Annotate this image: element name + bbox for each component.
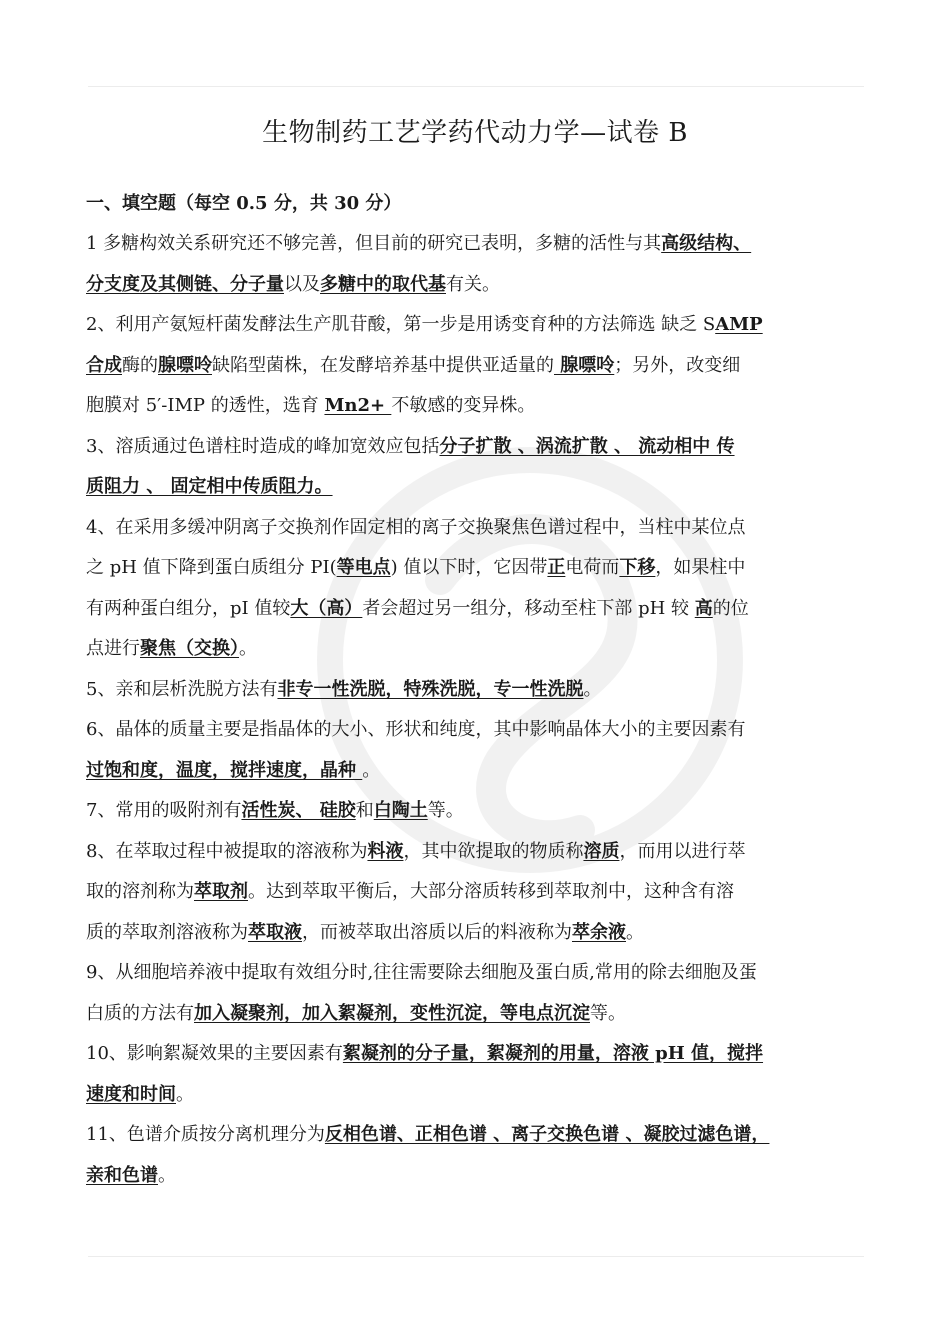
question-text: 白质的方法有: [86, 1002, 194, 1024]
question-text: ；另外，改变细: [614, 354, 741, 376]
question-text: 之 pH 值下降到蛋白质组分 PI(: [86, 557, 337, 578]
text-line: [86, 872, 866, 913]
question-text: 。达到萃取平衡后，大部分溶质转移到萃取剂中，这种含有溶: [248, 881, 734, 902]
answer-text: 非专一性洗脱，特殊洗脱，专一性洗脱: [277, 678, 584, 700]
text-line: [86, 265, 866, 306]
question-text: 的位: [712, 597, 749, 619]
question-text: 等。: [590, 1002, 626, 1024]
question-text: 以及: [284, 273, 320, 295]
question-text: 胞膜对 5′-IMP 的透性，选育: [86, 395, 325, 416]
text-line: [86, 751, 866, 792]
question-text: 。: [176, 1083, 194, 1105]
answer-text: 正: [547, 557, 566, 578]
question-text: 9、从细胞培养液中提取有效组分时,往往需要除去细胞及蛋白质,常用的除去细胞及蛋: [86, 962, 757, 983]
answer-text: 亲和色谱: [86, 1164, 158, 1186]
answer-text: 萃取液: [248, 921, 302, 943]
text-line: [86, 589, 866, 630]
header-rule: [88, 86, 864, 87]
question-text: 7、常用的吸附剂有: [86, 800, 242, 821]
question-text: 取的溶剂称为: [86, 881, 194, 902]
question-text: 。: [626, 921, 644, 943]
answer-text: 萃取剂: [194, 881, 248, 902]
question-text: ) 值以下时，它因带: [390, 557, 548, 578]
answer-text: 下移: [619, 557, 656, 578]
page-title: 生物制药工艺学药代动力学—试卷 B: [262, 118, 688, 148]
text-line: [86, 548, 866, 589]
question-text: 电荷而: [565, 557, 620, 578]
answer-text: 反相色谱、正相色谱 、离子交换色谱 、凝胶过滤色谱，: [324, 1124, 770, 1145]
answer-text: 萃余液: [572, 921, 626, 943]
answer-text: 过饱和度，温度，搅拌速度，晶种: [86, 759, 363, 781]
text-line: [86, 224, 866, 265]
text-line: [86, 670, 866, 711]
text-line: [86, 1156, 866, 1197]
question-text: 4、在采用多缓冲阴离子交换剂作固定相的离子交换聚焦色谱过程中，当柱中某位点: [86, 516, 746, 538]
question-text: 有两种蛋白组分，pI 值较: [86, 597, 291, 619]
question-text: 5、亲和层析洗脱方法有: [86, 678, 278, 700]
answer-text: 高: [694, 597, 713, 619]
question-text: ，如果柱中: [655, 557, 746, 578]
answer-text: 速度和时间: [86, 1083, 176, 1105]
question-text: 。: [362, 759, 381, 781]
question-text: 点进行: [86, 638, 140, 659]
answer-text: 溶质: [583, 840, 620, 862]
question-text: 等。: [427, 800, 464, 821]
answer-text: 腺嘌呤: [158, 354, 212, 376]
question-body: [86, 184, 866, 1196]
question-text: 11、色谱介质按分离机理分为: [86, 1124, 325, 1145]
question-text: 不敏感的变异株。: [391, 395, 536, 416]
text-line: [86, 386, 866, 427]
text-line: [86, 305, 866, 346]
answer-text: 加入凝聚剂，加入絮凝剂，变性沉淀，等电点沉淀: [194, 1002, 590, 1024]
question-text: ，而用以进行萃: [619, 840, 746, 862]
text-line: [86, 791, 866, 832]
footer-rule: [88, 1256, 864, 1257]
answer-text: 絮凝剂的分子量，絮凝剂的用量，溶液 pH 值，搅拌: [342, 1043, 764, 1064]
question-text: 8、在萃取过程中被提取的溶液称为: [86, 840, 368, 862]
text-line: [86, 346, 866, 387]
answer-text: 质阻力 、 固定相中传质阻力。: [86, 476, 333, 497]
text-line: [86, 467, 866, 508]
answer-text: 合成: [86, 354, 122, 376]
question-text: 缺陷型菌株，在发酵培养基中提供亚适量的: [212, 354, 554, 376]
question-text: 和: [355, 800, 374, 821]
answer-text: 腺嘌呤: [554, 354, 615, 376]
answer-text: 聚焦（交换）: [140, 638, 239, 659]
question-text: 2、利用产氨短杆菌发酵法生产肌苷酸，第一步是用诱变育种的方法筛选 缺乏 S: [86, 314, 716, 335]
question-text: 。: [239, 638, 257, 659]
question-text: 酶的: [122, 354, 158, 376]
question-text: 有关。: [446, 273, 500, 295]
question-text: 3、溶质通过色谱柱时造成的峰加宽效应包括: [86, 435, 440, 457]
text-line: [86, 629, 866, 670]
answer-text: 多糖中的取代基: [320, 273, 446, 295]
question-text: 6、晶体的质量主要是指晶体的大小、形状和纯度，其中影响晶体大小的主要因素有: [86, 719, 746, 740]
answer-text: 大（高）: [290, 597, 363, 619]
section-heading: 一、填空题（每空 0.5 分，共 30 分）: [86, 193, 402, 214]
text-line: [86, 1034, 866, 1075]
question-text: 者会超过另一组分，移动至柱下部 pH 较: [362, 597, 695, 619]
answer-text: 高级结构、: [661, 233, 752, 254]
text-line: [86, 953, 866, 994]
answer-text: 分子扩散 、涡流扩散 、 流动相中 传: [439, 435, 735, 457]
text-line: [86, 1115, 866, 1156]
text-line: [86, 913, 866, 954]
question-lines: [86, 224, 866, 1196]
text-line: [86, 994, 866, 1035]
question-text: 10、影响絮凝效果的主要因素有: [86, 1043, 343, 1064]
answer-text: 白陶土: [373, 800, 428, 821]
answer-text: AMP: [715, 314, 763, 335]
question-text: ，其中欲提取的物质称: [403, 840, 584, 862]
text-line: [86, 427, 866, 468]
question-text: 。: [158, 1164, 176, 1186]
text-line: [86, 710, 866, 751]
question-text: 。: [583, 678, 602, 700]
question-text: ，而被萃取出溶质以后的料液称为: [302, 921, 572, 943]
question-text: 1 多糖构效关系研究还不够完善，但目前的研究已表明，多糖的活性与其: [86, 233, 662, 254]
answer-text: Mn2+: [324, 395, 392, 416]
text-line: [86, 832, 866, 873]
answer-text: 活性炭、 硅胶: [241, 800, 356, 821]
text-line: [86, 1075, 866, 1116]
question-text: 质的萃取剂溶液称为: [86, 921, 248, 943]
answer-text: 等电点: [336, 557, 391, 578]
answer-text: 分支度及其侧链、分子量: [86, 273, 284, 295]
answer-text: 料液: [367, 840, 404, 862]
text-line: [86, 508, 866, 549]
